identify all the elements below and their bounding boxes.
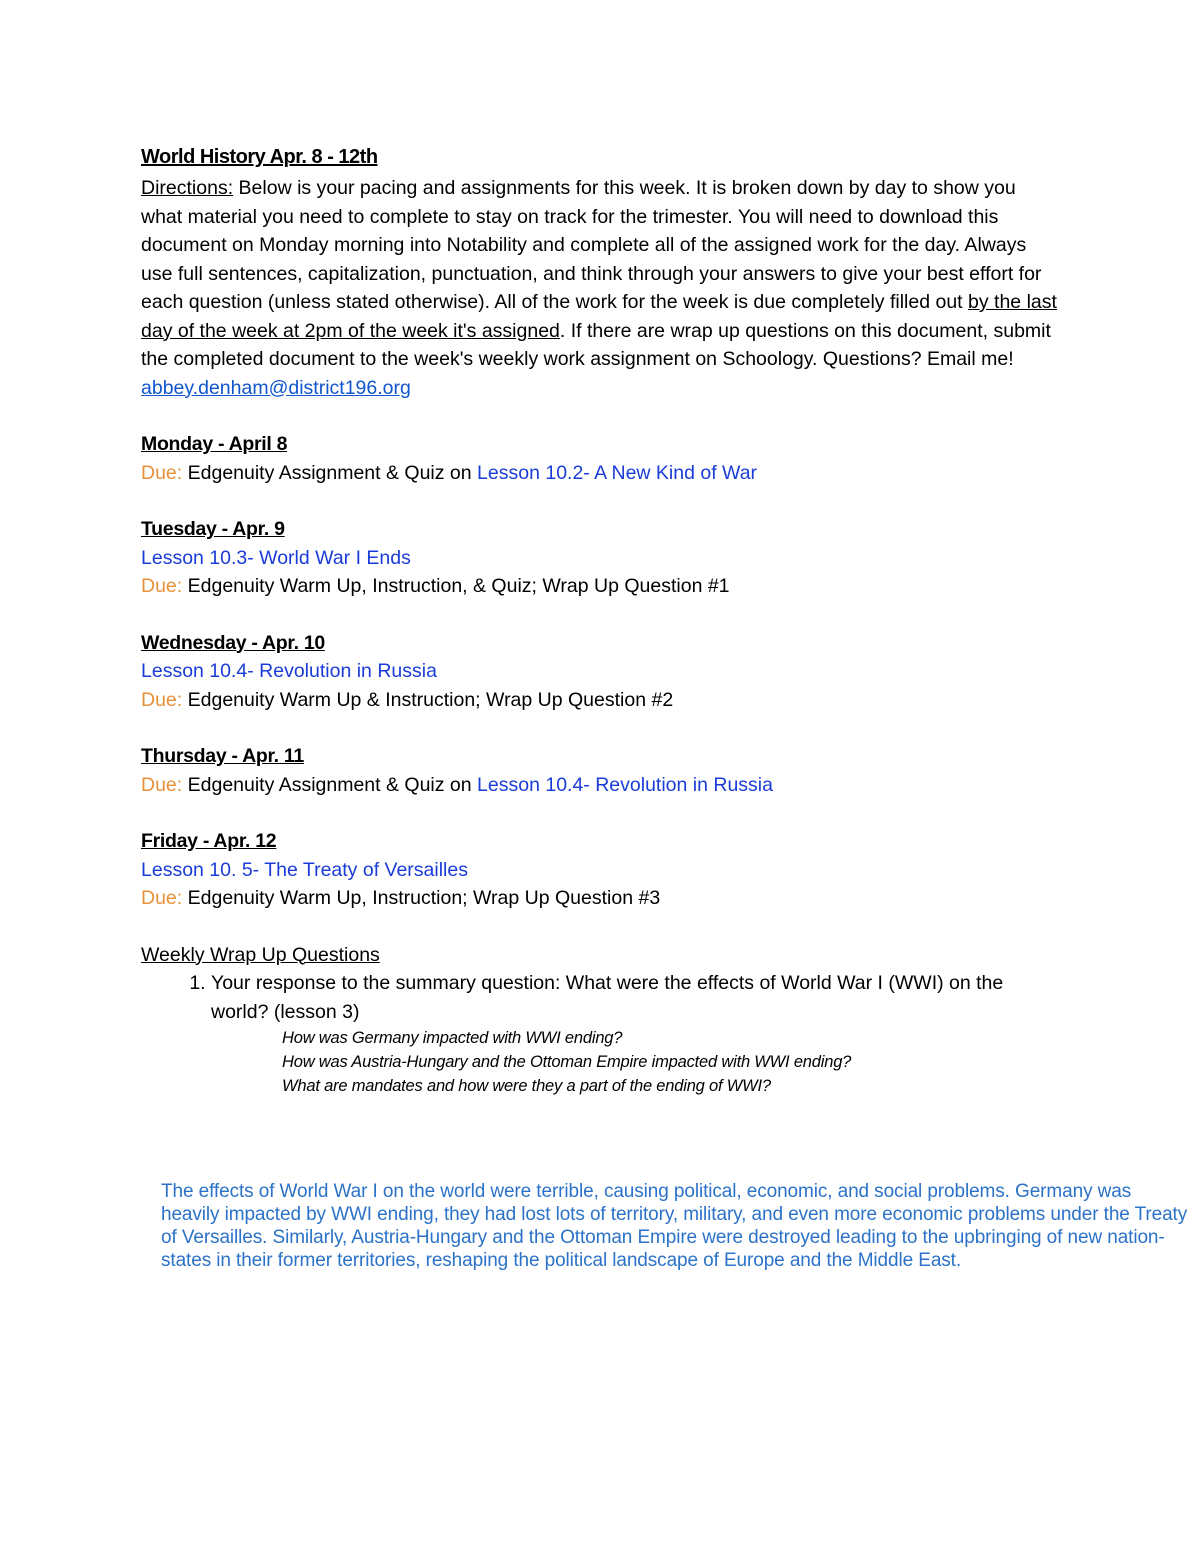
due-line-monday bbox=[141, 459, 1061, 488]
day-tuesday bbox=[141, 515, 1061, 601]
due-label: Due: bbox=[141, 575, 183, 597]
due-line-tuesday bbox=[141, 572, 1061, 601]
day-heading-thursday: Thursday - Apr. 11 bbox=[141, 745, 304, 767]
wrap-up-heading: Weekly Wrap Up Questions bbox=[141, 943, 380, 966]
lesson-link[interactable]: Lesson 10.4- Revolution in Russia bbox=[141, 660, 437, 682]
due-text: Edgenuity Assignment & Quiz on bbox=[182, 773, 478, 796]
due-text: Edgenuity Assignment & Quiz on bbox=[182, 461, 478, 484]
document-content bbox=[141, 140, 1061, 1098]
day-heading-monday: Monday - April 8 bbox=[141, 433, 288, 455]
wrap-up-question-1: 1. Your response to the summary question: What were the effects of World War I (WWI) on the world? (lesson 3) bbox=[211, 969, 1061, 1026]
day-wednesday bbox=[141, 629, 1061, 715]
directions-deadline: by the last day of the week at 2pm of the week it's assigned bbox=[141, 291, 1057, 342]
due-line-friday bbox=[141, 884, 1061, 913]
lesson-link[interactable]: Lesson 10.3- World War I Ends bbox=[141, 546, 411, 569]
directions-paragraph bbox=[141, 174, 1061, 402]
day-thursday bbox=[141, 742, 1061, 799]
directions-text-1: Below is your pacing and assignments for this week. It is broken down by day to show you what material you need to complete to stay on track for the trimester. You will need to download this document on Monday morning into Notability and complete all of the assigned work for the day. Always use full sentences, capitalization, punctuation, and think through your answers to give your best effort for each question (unless stated otherwise). All of the work for the week is due completely filled out bbox=[141, 177, 1042, 313]
lesson-link[interactable]: Lesson 10.2- A New Kind of War bbox=[477, 461, 758, 484]
sub-question: How was Austria-Hungary and the Ottoman Empire impacted with WWI ending? bbox=[282, 1053, 852, 1071]
day-heading-tuesday: Tuesday - Apr. 9 bbox=[141, 518, 285, 540]
page-title: World History Apr. 8 - 12th bbox=[141, 146, 378, 168]
directions-text-2: . If there are wrap up questions on this document, submit the completed document to the week's weekly work assignment on Schoology. Questions? Email me! bbox=[141, 319, 1051, 370]
lesson-link[interactable]: Lesson 10. 5- The Treaty of Versailles bbox=[141, 858, 468, 881]
due-text: Edgenuity Warm Up, Instruction, & Quiz; Wrap Up Question #1 bbox=[182, 575, 730, 597]
due-label: Due: bbox=[141, 773, 183, 796]
day-monday bbox=[141, 430, 1061, 487]
due-label: Due: bbox=[141, 688, 183, 711]
due-label: Due: bbox=[141, 887, 183, 909]
sub-question: What are mandates and how were they a part of the ending of WWI? bbox=[282, 1077, 771, 1095]
due-text: Edgenuity Warm Up, Instruction; Wrap Up Question #3 bbox=[182, 887, 661, 909]
sub-question: How was Germany impacted with WWI ending? bbox=[282, 1029, 623, 1047]
due-line-wednesday bbox=[141, 686, 1061, 715]
directions-label: Directions: bbox=[141, 177, 234, 199]
due-text: Edgenuity Warm Up & Instruction; Wrap Up Question #2 bbox=[182, 688, 674, 711]
lesson-link[interactable]: Lesson 10.4- Revolution in Russia bbox=[477, 773, 773, 796]
day-heading-wednesday: Wednesday - Apr. 10 bbox=[141, 631, 325, 654]
due-label: Due: bbox=[141, 461, 183, 484]
answer-text: The effects of World War I on the world were terrible, causing political, economic, and social problems. Germany was heavily impacted by WWI ending, they had lost lots of territory, military, and even more economic problems under the Treaty of Versailles. Similarly, Austria-Hungary and the Ottoman Empire were destroyed leading to the upbringing of new nation-states in their former territories, reshaping the political landscape of Europe and the Middle East. bbox=[161, 1181, 1188, 1271]
day-friday bbox=[141, 827, 1061, 913]
email-link[interactable]: abbey.denham@district196.org bbox=[141, 376, 411, 399]
day-heading-friday: Friday - Apr. 12 bbox=[141, 830, 277, 852]
student-answer bbox=[161, 1180, 1191, 1272]
due-line-thursday bbox=[141, 771, 1061, 800]
wrap-up-question-list bbox=[141, 969, 1061, 1026]
